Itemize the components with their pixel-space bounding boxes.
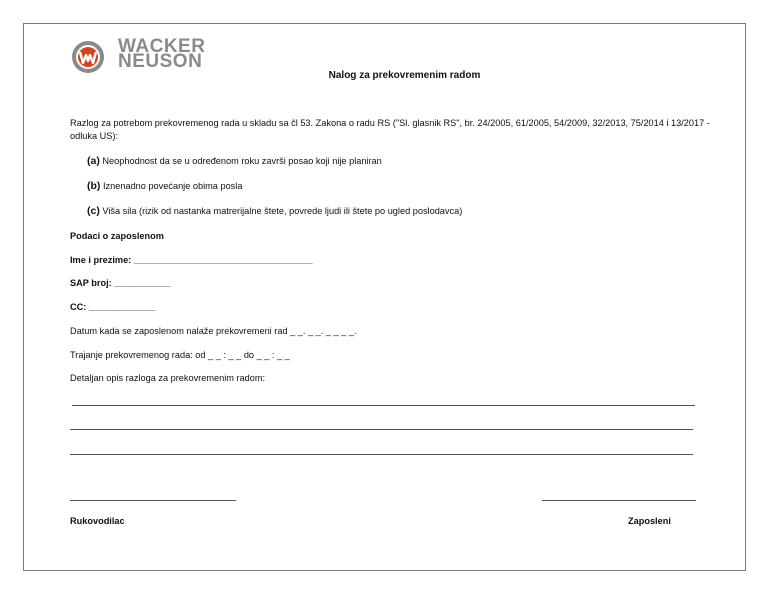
option-a-text: Neophodnost da se u određenom roku završi posao koji nije planiran xyxy=(102,156,382,166)
option-a-letter: (a) xyxy=(87,155,100,167)
description-label: Detaljan opis razloga za prekovremenim radom: xyxy=(70,373,266,383)
manager-signature-line xyxy=(70,500,236,501)
logo-line-2: NEUSON xyxy=(118,51,203,72)
option-b-text: Iznenadno povećanje obima posla xyxy=(102,181,243,191)
option-c-text: Viša sila (rizik od nastanka matrerijalne štete, povrede ljudi ili štete po ugled poslodavca) xyxy=(102,206,463,216)
sap-field: SAP broj: ___________ xyxy=(70,278,171,288)
option-b-letter: (b) xyxy=(87,180,101,192)
overtime-date-line: Datum kada se zaposlenom nalaže prekovremeni rad _ _. _ _. _ _ _ _. xyxy=(70,326,357,336)
document-page xyxy=(23,23,746,571)
name-field: Ime i prezime: ___________________________________ xyxy=(70,255,313,265)
description-line-3 xyxy=(70,454,693,455)
logo-wordmark xyxy=(118,36,206,72)
employee-section-heading: Podaci o zaposlenom xyxy=(70,231,164,241)
description-line-2 xyxy=(70,429,693,430)
logo-line-1: WACKER xyxy=(118,36,206,57)
option-c xyxy=(87,205,462,218)
overtime-duration-line: Trajanje prekovremenog rada: od _ _ : _ _ do _ _ : _ _ xyxy=(70,350,290,360)
option-c-letter: (c) xyxy=(87,205,100,217)
employee-signature-line xyxy=(542,500,696,501)
cc-field: CC: _____________ xyxy=(70,302,156,312)
employee-signature-label: Zaposleni xyxy=(628,516,671,526)
description-line-1 xyxy=(72,405,695,406)
intro-paragraph: Razlog za potrebom prekovremenog rada u skladu sa čl 53. Zakona o radu RS ("Sl. glasnik RS", br. 24/2005, 61/2005, 54/2009, 32/2013, 75/2014 i 13/2017 - odluka US): xyxy=(70,118,710,141)
option-a xyxy=(87,155,382,168)
document-title: Nalog za prekovremenim radom xyxy=(328,70,481,81)
option-b xyxy=(87,180,242,193)
manager-signature-label: Rukovodilac xyxy=(70,516,125,526)
